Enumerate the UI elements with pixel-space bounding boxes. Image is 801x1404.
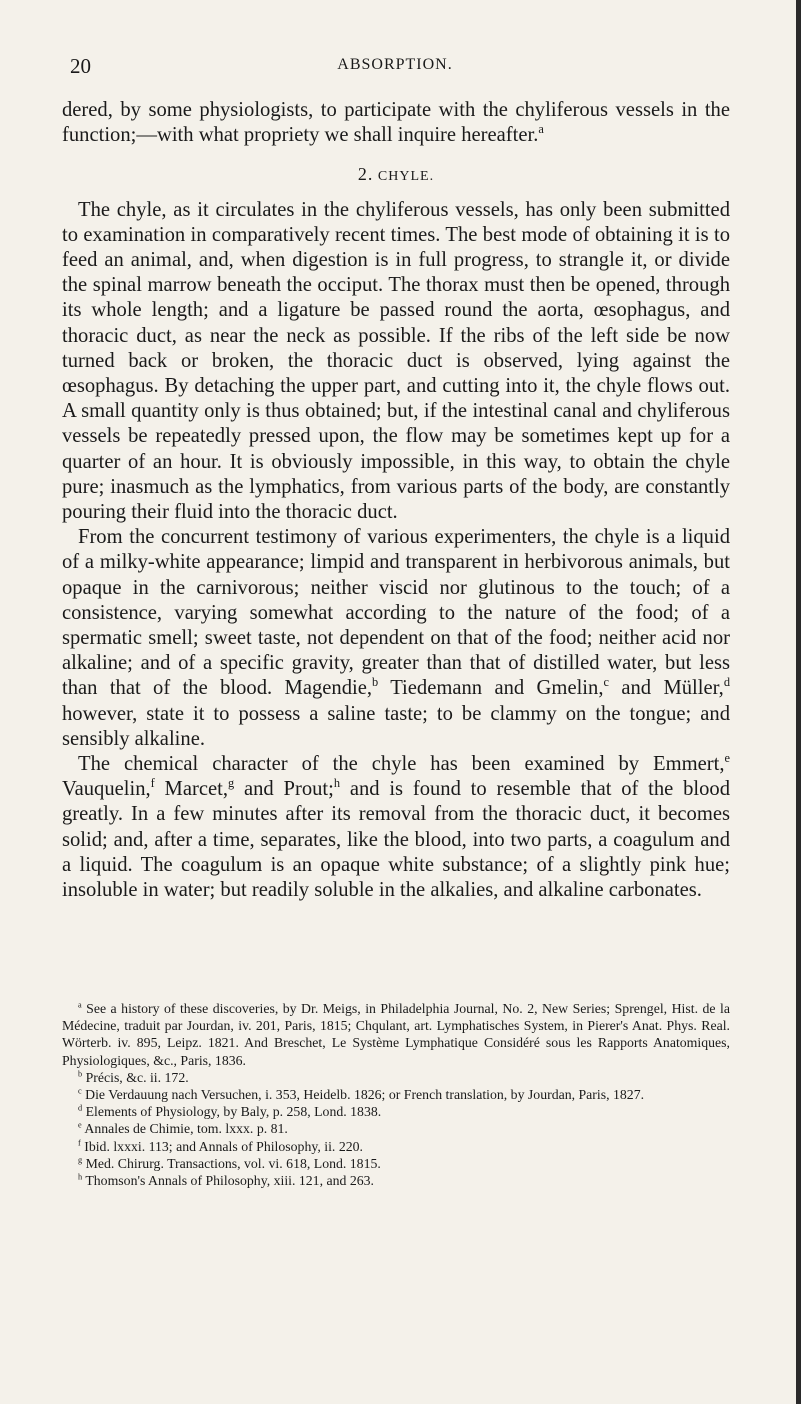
footnote-h: $^h$ Thomson's Annals of Philosophy, xiii. 121, and 263.: [78, 1172, 374, 1189]
footnote-e: $^e$ Annales de Chimie, tom. lxxx. p. 81.: [78, 1120, 288, 1137]
footnote-f: $^f$ Ibid. lxxxi. 113; and Annals of Philosophy, ii. 220.: [78, 1138, 363, 1154]
section-number: 2.: [357, 164, 374, 185]
running-head: ABSORPTION.: [337, 56, 453, 73]
section-title: CHYLE.: [377, 169, 435, 185]
paragraph-2: From the concurrent testimony of various experimenters, the chyle is a liquid of a milky-white appearance; limpid and transparent in herbivorous animals, but opaque in the carnivorous; neither viscid nor glutinous to the touch; of a consistence, varying somewhat according to the nature of the food; of a spermatic smell; sweet taste, not dependent on that of the food; neither acid nor alkaline; and of a specific gravity, greater than that of distilled water, but less than that of the blood. Magendie,$^b$ Tiedemann and Gmelin,$^c$ and Müller,$^d$ however, state it to possess a saline taste; to be clammy on the tongue; and sensibly alkaline.: [62, 526, 731, 750]
paragraph-3: The chemical character of the chyle has been examined by Emmert,$^e$ Vauquelin,$^f$ Marcet,$^g$ and Prout;$^h$ and is found to resemble that of the blood greatly. In a few minutes after its removal from the thoracic duct, it becomes solid; and, after a time, separates, like the blood, into two parts, a coagulum and a liquid. The coagulum is an opaque white substance; of a slightly pink hue; insoluble in water; but readily soluble in the alkalies, and alkaline carbonates.: [62, 751, 730, 902]
footnote-b: $^b$ Précis, &c. ii. 172.: [78, 1069, 189, 1085]
page-spine-edge: [796, 0, 801, 1404]
footnote-d: $^d$ Elements of Physiology, by Baly, p. 258, Lond. 1838.: [78, 1103, 382, 1120]
note-ref-c: c: [603, 675, 609, 690]
note-ref-b: b: [372, 675, 379, 690]
footnote-a: $^a$ See a history of these discoveries, by Dr. Meigs, in Philadelphia Journal, No. 2, New Series; Sprengel, Hist. de la Médecine, traduit par Jourdan, iv. 201, Paris, 1815; Chqulant, art. Lymphatisches System, in Pierer's Anat. Phys. Real. Wörterb. iv. 895, Leipz. 1821. And Breschet, Le Système Lymphatique Considéré sous les Rapports Anatomiques, Physiologiques, &c., Paris, 1836.: [62, 1000, 730, 1068]
note-ref-e: e: [724, 751, 730, 766]
footnote-g: $^g$ Med. Chirurg. Transactions, vol. vi. 618, Lond. 1815.: [78, 1155, 381, 1171]
note-ref-d: d: [723, 675, 731, 690]
section-heading: [62, 162, 730, 189]
note-ref-g: g: [228, 776, 235, 791]
page-header: [70, 54, 720, 80]
body-text: [62, 98, 730, 903]
footnote-c: $^c$ Die Verdauung nach Versuchen, i. 353, Heidelb. 1826; or French translation, by Jourdan, Paris, 1827.: [78, 1086, 645, 1103]
paragraph-intro: dered, by some physiologists, to participate with the chyliferous vessels in the function;—with what propriety we shall inquire hereafter.$^a$: [62, 99, 730, 147]
note-ref-f: f: [150, 776, 155, 791]
page-number: 20: [70, 54, 91, 78]
footnotes: [62, 1000, 730, 1189]
note-ref-a: a: [538, 122, 544, 137]
paragraph-1: The chyle, as it circulates in the chyliferous vessels, has only been submitted to examination in comparatively recent times. The best mode of obtaining it is to feed an animal, and, when digestion is in full progress, to strangle it, or divide the spinal marrow beneath the occiput. The thorax must then be opened, through its whole length; and a ligature be passed round the aorta, œsophagus, and thoracic duct, as near the neck as possible. If the ribs of the left side be now turned back or broken, the thoracic duct is observed, lying against the œsophagus. By detaching the upper part, and cutting into it, the chyle flows out. A small quantity only is thus obtained; but, if the intestinal canal and chyliferous vessels be repeatedly pressed upon, the flow may be sometimes kept up for a quarter of an hour. It is obviously impossible, in this way, to obtain the chyle pure; inasmuch as the lymphatics, from various parts of the body, are constantly pouring their fluid into the thoracic duct.: [62, 198, 730, 524]
note-ref-h: h: [333, 776, 341, 791]
